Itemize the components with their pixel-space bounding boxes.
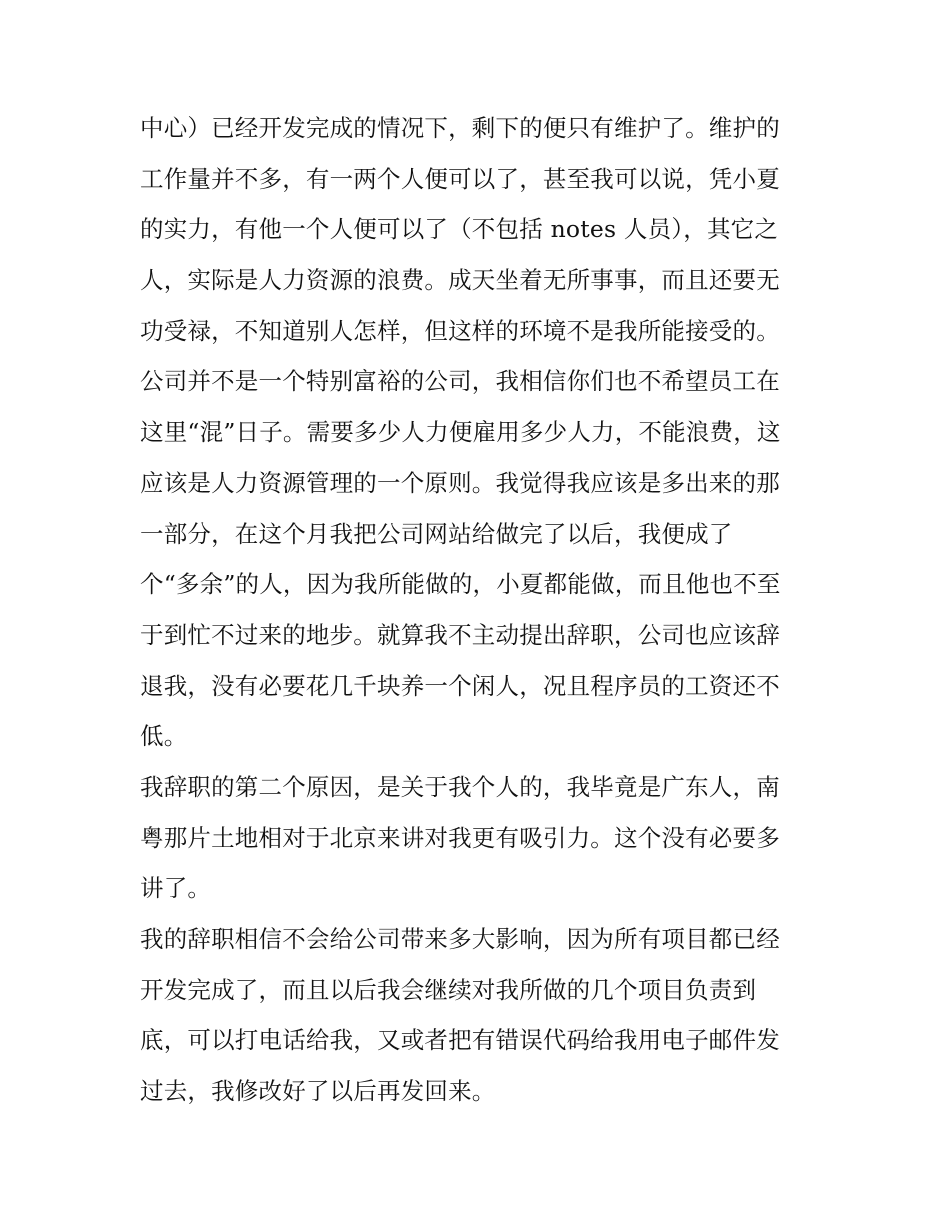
text-line: 底，可以打电话给我，又或者把有错误代码给我用电子邮件发 [140, 1026, 780, 1055]
text-line: 开发完成了，而且以后我会继续对我所做的几个项目负责到 [140, 975, 757, 1004]
text-line: 中心）已经开发完成的情况下，剩下的便只有维护了。维护的 [140, 114, 780, 142]
text-line: 的实力，有他一个人便可以了（不包括 notes 人员），其它之 [140, 215, 779, 244]
text-line: 应该是人力资源管理的一个原则。我觉得我应该是多出来的那 [140, 468, 780, 497]
text-line: 功受禄，不知道别人怎样，但这样的环境不是我所能接受的。 [140, 316, 780, 345]
text-line: 我辞职的第二个原因，是关于我个人的，我毕竟是广东人，南 [140, 772, 780, 801]
text-line: 人，实际是人力资源的浪费。成天坐着无所事事，而且还要无 [140, 266, 780, 295]
text-line: 这里“混”日子。需要多少人力便雇用多少人力，不能浪费，这 [140, 418, 781, 447]
text-line: 公司并不是一个特别富裕的公司，我相信你们也不希望员工在 [140, 367, 780, 396]
text-line: 于到忙不过来的地步。就算我不主动提出辞职，公司也应该辞 [140, 620, 780, 649]
text-line: 个“多余”的人，因为我所能做的，小夏都能做，而且他也不至 [140, 570, 781, 599]
text-line: 讲了。 [140, 874, 212, 903]
text-line: 过去，我修改好了以后再发回来。 [140, 1077, 496, 1106]
text-line: 我的辞职相信不会给公司带来多大影响，因为所有项目都已经 [140, 925, 780, 953]
text-line: 粤那片土地相对于北京来讲对我更有吸引力。这个没有必要多 [140, 823, 780, 852]
text-line: 低。 [140, 722, 188, 751]
text-line: 工作量并不多，有一两个人便可以了，甚至我可以说，凭小夏 [140, 164, 780, 193]
document-body [140, 103, 820, 1117]
text-line: 退我，没有必要花几千块养一个闲人，况且程序员的工资还不 [140, 671, 780, 700]
text-line: 一部分，在这个月我把公司网站给做完了以后，我便成了 [140, 519, 733, 548]
